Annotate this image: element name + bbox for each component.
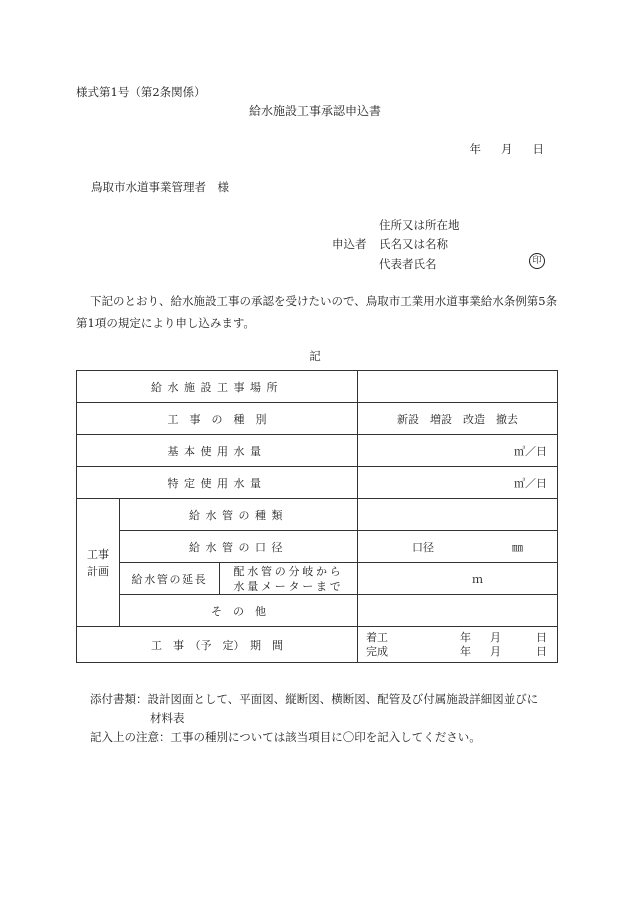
start-day: 日 <box>536 630 548 644</box>
period-end-row <box>366 645 547 659</box>
attachments-label: 添付書類： <box>90 692 148 706</box>
pipe-diameter-label: 給水管の口径 <box>120 531 358 563</box>
end-year: 年 <box>460 644 472 658</box>
diameter-prefix: 口径 <box>412 540 435 554</box>
date-line <box>470 141 545 157</box>
diameter-unit: ㎜ <box>512 540 524 554</box>
application-table <box>76 370 558 663</box>
basic-volume-label: 基本使用水量 <box>77 435 358 467</box>
start-month: 月 <box>490 630 502 644</box>
period-label: 工 事 （予 定） 期 間 <box>77 627 358 663</box>
extension-label: 給水管の延長 <box>120 563 220 595</box>
start-year: 年 <box>460 630 472 644</box>
basic-volume-value[interactable]: ㎥／日 <box>358 435 558 467</box>
period-value[interactable] <box>358 627 558 663</box>
name-label: 氏名又は名称 <box>379 237 448 252</box>
address-label: 住所又は所在地 <box>379 217 460 232</box>
entry-notice: 記入上の注意：工事の種別については該当項目に〇印を記入してください。 <box>90 730 481 744</box>
form-title: 給水施設工事承認申込書 <box>248 104 381 118</box>
seal-mark: 印 <box>529 253 545 269</box>
table-row <box>77 563 558 595</box>
plan-label-line-1: 工事 <box>87 547 109 561</box>
table-row <box>77 499 558 531</box>
attachments-note <box>90 690 570 728</box>
end-label: 完成 <box>366 644 389 658</box>
start-label: 着工 <box>366 630 389 644</box>
table-row <box>77 403 558 435</box>
other-value[interactable] <box>358 595 558 627</box>
attachments-text-2: 材料表 <box>150 711 185 725</box>
end-day: 日 <box>536 644 548 658</box>
location-value[interactable] <box>358 371 558 403</box>
applicant-block <box>332 215 529 274</box>
table-row <box>77 435 558 467</box>
period-start-row <box>366 631 547 645</box>
table-row <box>77 371 558 403</box>
extension-desc-line-2: 水量メーターまで <box>233 579 344 593</box>
plan-label-line-2: 計画 <box>87 564 109 578</box>
type-label: 工 事 の 種 別 <box>77 403 358 435</box>
ki-heading: 記 <box>309 349 321 363</box>
table-row <box>77 531 558 563</box>
date-month: 月 <box>501 142 513 156</box>
application-statement: 下記のとおり、給水施設工事の承認を受けたいので、鳥取市工業用水道事業給水条例第5条第1項の規定により申し込みます。 <box>76 294 558 330</box>
other-label: そ の 他 <box>120 595 358 627</box>
end-month: 月 <box>490 644 502 658</box>
extension-value[interactable] <box>358 563 558 595</box>
pipe-type-label: 給水管の種類 <box>120 499 358 531</box>
representative-label: 代表者氏名 <box>379 256 437 271</box>
location-label: 給水施設工事場所 <box>77 371 358 403</box>
extension-desc <box>220 563 358 595</box>
applicant-prefix: 申込者 <box>332 237 367 252</box>
plan-label <box>77 499 120 627</box>
table-row <box>77 595 558 627</box>
addressee: 鳥取市水道事業管理者 様 <box>91 180 229 194</box>
date-day: 日 <box>532 142 544 156</box>
table-row <box>77 467 558 499</box>
type-options[interactable]: 新設 増設 改造 撤去 <box>358 403 558 435</box>
attachments-text-1: 設計図面として、平面図、縦断図、横断図、配管及び付属施設詳細図並びに <box>147 692 539 706</box>
extension-desc-line-1: 配水管の分岐から <box>233 564 344 578</box>
pipe-type-value[interactable] <box>358 499 558 531</box>
date-year: 年 <box>469 142 481 156</box>
specific-volume-label: 特定使用水量 <box>77 467 358 499</box>
table-row <box>77 627 558 663</box>
form-number: 様式第1号（第2条関係） <box>76 85 206 99</box>
extension-unit: ｍ <box>472 572 484 586</box>
specific-volume-value[interactable]: ㎥／日 <box>358 467 558 499</box>
pipe-diameter-value[interactable] <box>358 531 558 563</box>
